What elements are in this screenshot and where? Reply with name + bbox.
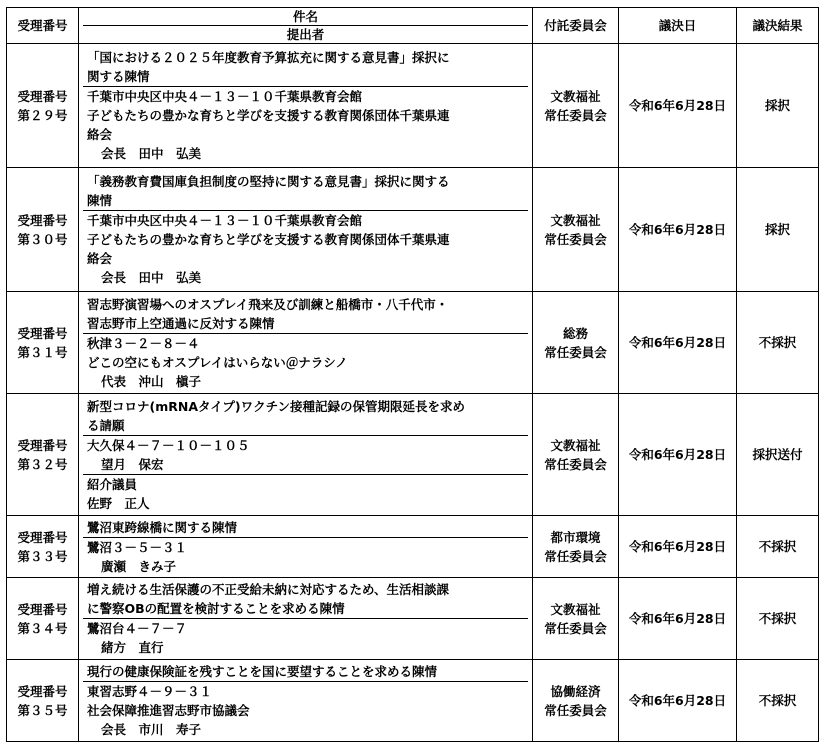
table-row [7,44,819,168]
header-subject-cell [79,8,533,44]
petition-result: 不採択 [737,292,819,394]
header-date: 議決日 [619,8,737,44]
table-row [7,660,819,742]
petition-committee: 文教福祉 常任委員会 [533,578,619,660]
petition-result: 不採択 [737,516,819,578]
petition-result: 不採択 [737,578,819,660]
petition-submitter: 大久保４－７－１０－１０５ 望月 保宏 [83,435,528,474]
petition-number: 受理番号 第３１号 [7,292,79,394]
petition-subject: 新型コロナ(mRNAタイプ)ワクチン接種記録の保管期限延長を求め る請願 [87,398,465,433]
petition-date: 令和6年6月28日 [619,44,737,168]
petition-number: 受理番号 第３３号 [7,516,79,578]
petition-submitter: 鷺沼台４－７－７ 緒方 直行 [83,618,528,657]
petition-subject: 鷺沼東跨線橋に関する陳情 [87,519,238,535]
table-row [7,394,819,516]
petition-result: 採択 [737,168,819,292]
petition-result: 不採択 [737,660,819,742]
petition-number: 受理番号 第３５号 [7,660,79,742]
petition-date: 令和6年6月28日 [619,292,737,394]
petition-committee: 都市環境 常任委員会 [533,516,619,578]
petition-table [6,7,819,742]
petition-subject-cell [79,44,533,168]
table-row [7,292,819,394]
petition-introducer: 紹介議員 佐野 正人 [83,474,528,513]
petition-subject: 現行の健康保険証を残すことを国に要望することを求める陳情 [87,664,438,679]
petition-subject-cell [79,292,533,394]
header-number: 受理番号 [7,8,79,44]
petition-date: 令和6年6月28日 [619,578,737,660]
petition-submitter: 東習志野４－９－３１ 社会保障推進習志野市協議会 会長 市川 寿子 [83,681,528,739]
petition-number: 受理番号 第３２号 [7,394,79,516]
header-subject: 件名 [83,8,528,26]
petition-subject-cell [79,168,533,292]
petition-date: 令和6年6月28日 [619,394,737,516]
petition-number: 受理番号 第３０号 [7,168,79,292]
petition-subject: 「義務教育費国庫負担制度の堅持に関する意見書」採択に関する 陳情 [87,174,450,208]
petition-subject: 習志野演習場へのオスプレイ飛来及び訓練と船橋市・八千代市・ 習志野市上空通過に反対する陳情 [87,296,449,331]
table-row [7,516,819,578]
header-submitter: 提出者 [286,27,325,42]
petition-date: 令和6年6月28日 [619,660,737,742]
petition-committee: 文教福祉 常任委員会 [533,44,619,168]
petition-subject-cell [79,516,533,578]
petition-result: 採択送付 [737,394,819,516]
petition-number: 受理番号 第３４号 [7,578,79,660]
petition-committee: 文教福祉 常任委員会 [533,394,619,516]
petition-submitter: 鷺沼３－５－３１ 廣瀬 きみ子 [83,537,528,576]
header-committee: 付託委員会 [533,8,619,44]
header-row [7,8,819,44]
petition-date: 令和6年6月28日 [619,168,737,292]
petition-subject: 増え続ける生活保護の不正受給未納に対応するため、生活相談課 に警察OBの配置を検討することを求める陳情 [87,582,450,616]
header-result: 議決結果 [737,8,819,44]
petition-committee: 総務 常任委員会 [533,292,619,394]
petition-date: 令和6年6月28日 [619,516,737,578]
petition-subject-cell [79,578,533,660]
petition-number: 受理番号 第２９号 [7,44,79,168]
table-row [7,578,819,660]
petition-committee: 協働経済 常任委員会 [533,660,619,742]
petition-submitter: 秋津３－２－８－４ どこの空にもオスプレイはいらない＠ナラシノ 代表 沖山 槇子 [83,333,528,391]
petition-submitter: 千葉市中央区中央４－１３－１０千葉県教育会館 子どもたちの豊かな育ちと学びを支援する教育関係団体千葉県連 絡会 会長 田中 弘美 [83,86,528,163]
petition-result: 採択 [737,44,819,168]
table-row [7,168,819,292]
petition-subject-cell [79,394,533,516]
petition-subject-cell [79,660,533,742]
petition-subject: 「国における２０２５年度教育予算拡充に関する意見書」採択に 関する陳情 [87,50,450,84]
petition-submitter: 千葉市中央区中央４－１３－１０千葉県教育会館 子どもたちの豊かな育ちと学びを支援する教育関係団体千葉県連 絡会 会長 田中 弘美 [83,210,528,287]
petition-committee: 文教福祉 常任委員会 [533,168,619,292]
